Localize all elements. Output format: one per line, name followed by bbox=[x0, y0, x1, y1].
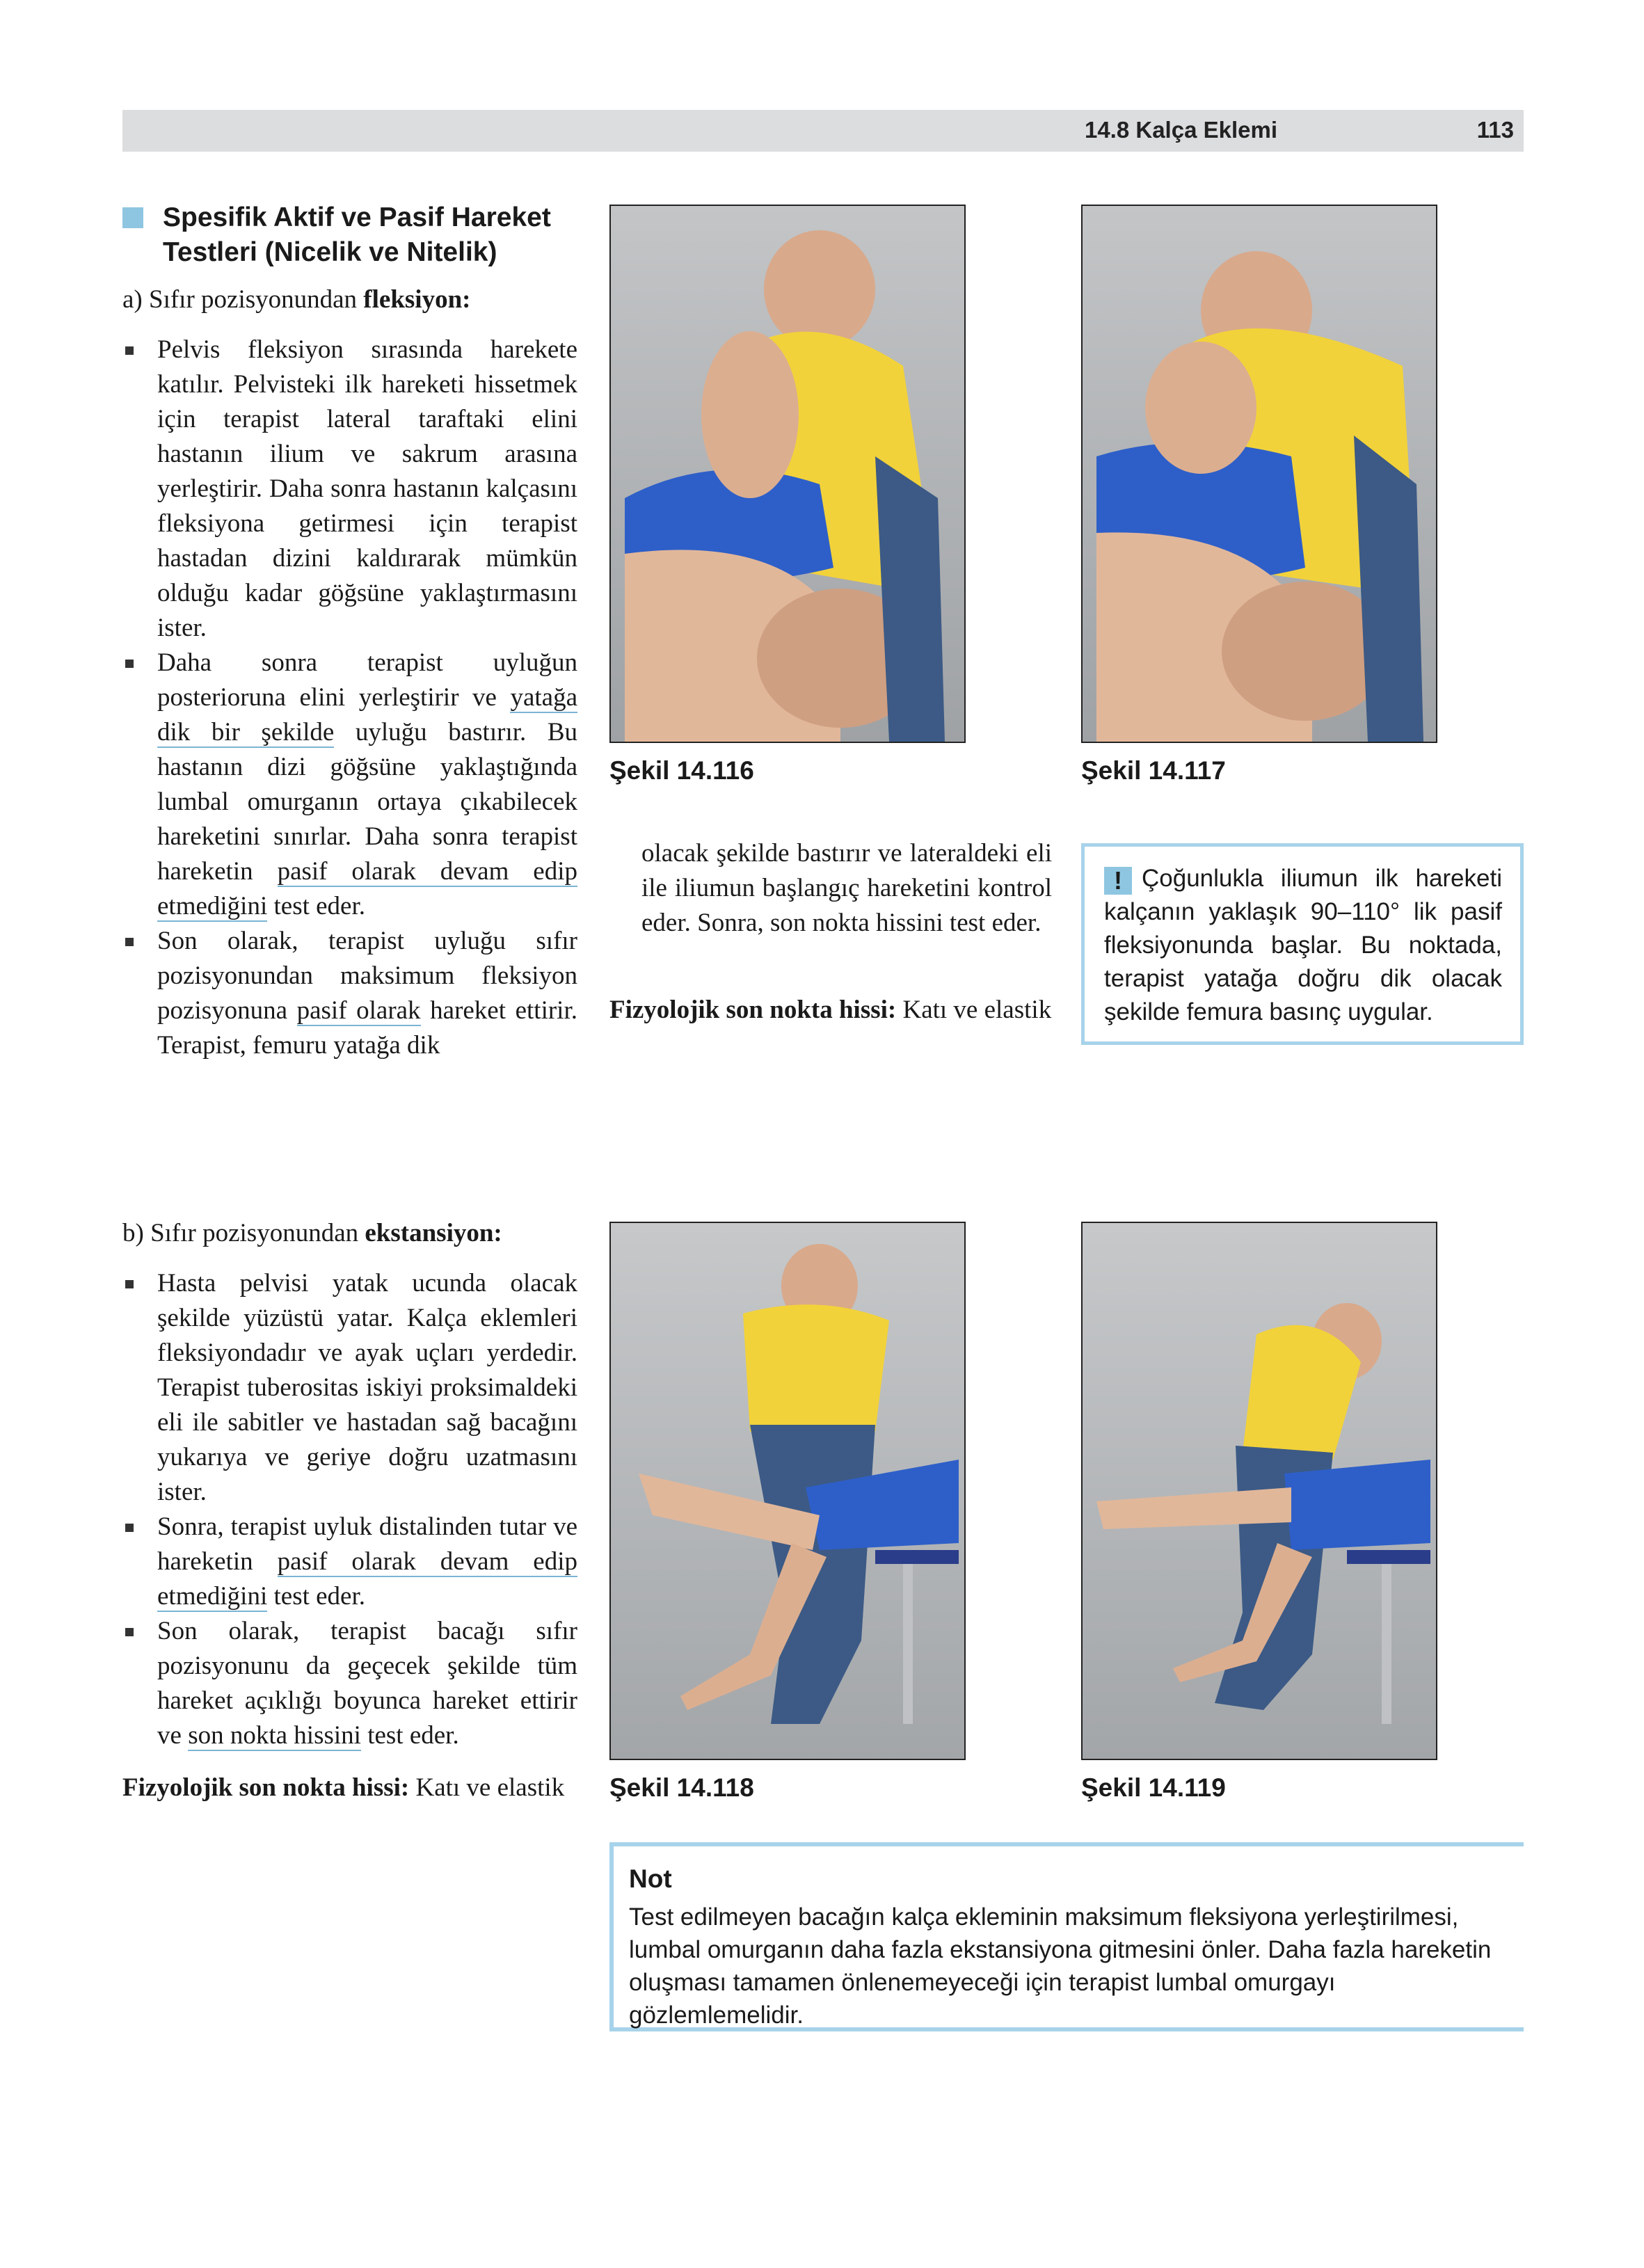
part-b-bullet-list bbox=[122, 1266, 577, 1753]
part-b-intro-text: b) Sıfır pozisyonundan bbox=[122, 1219, 365, 1247]
endfeel-value: Katı ve elastik bbox=[409, 1773, 565, 1802]
list-item: Daha sonra terapist uyluğun posterioruna elini yerleştirir ve yatağa dik bir şekilde uyluğu bastırır. Bu hastanın dizi göğsüne yaklaştığında lumbal omurganın ortaya çıkabilecek hareketini sınırlar. Daha sonra terapist hareketin pasif olarak devam edip etmediğini test eder. bbox=[122, 646, 577, 924]
warning-callout bbox=[1081, 843, 1524, 1045]
endfeel-label: Fizyolojik son nokta hissi: bbox=[122, 1773, 410, 1802]
figure-caption: Şekil 14.117 bbox=[1081, 756, 1226, 785]
section-title: Spesifik Aktif ve Pasif Hareket Testleri (Nicelik ve Nitelik) bbox=[163, 202, 551, 267]
part-a-endfeel bbox=[609, 993, 1052, 1028]
header-section-title: 14.8 Kalça Eklemi bbox=[1084, 117, 1277, 143]
part-b-intro-bold: ekstansiyon: bbox=[365, 1219, 502, 1247]
page-number: 113 bbox=[1476, 117, 1514, 143]
list-item: Hasta pelvisi yatak ucunda olacak şekilde yüzüstü yatar. Kalça eklemleri fleksiyondadır ve ayak uçları yerdedir. Terapist tuberositas iskiyi proksimaldeki eli ile sabitler ve hastadan sağ bacağını yukarıya ve geriye doğru uzatmasını ister. bbox=[122, 1266, 577, 1510]
part-a-continuation: olacak şekilde bastırır ve lateraldeki eli ile iliumun başlangıç hareketini kontrol eder. Sonra, son nokta hissini test eder. bbox=[641, 839, 1052, 937]
glossary-link[interactable]: pasif olarak devam edip etmediğini bbox=[157, 1547, 577, 1611]
note-title: Not bbox=[629, 1864, 672, 1893]
note-text: Test edilmeyen bacağın kalça ekleminin maksimum fleksiyona yerleştirilmesi, lumbal omurganın daha fazla ekstansiyona gitmesini önler. Daha fazla hareketin oluşması tamamen önlenemeyeceği için terapist lumbal omurgayı gözlemlemelidir. bbox=[629, 1903, 1492, 2029]
list-item: Pelvis fleksiyon sırasında harekete katılır. Pelvisteki ilk hareketi hissetmek için terapist lateral taraftaki elini hastanın ilium ve sakrum arasına yerleştirir. Daha sonra hastanın kalçasını fleksiyona getirmesi için terapist hastadan dizini kaldırarak mümkün olduğu kadar göğsüne yaklaştırmasını ister. bbox=[122, 333, 577, 646]
figure-caption: Şekil 14.118 bbox=[609, 1773, 754, 1802]
glossary-link[interactable]: son nokta hissini bbox=[188, 1721, 361, 1750]
section-square-icon bbox=[122, 207, 143, 228]
note-box bbox=[609, 1842, 1524, 2031]
list-item: Son olarak, terapist bacağı sıfır pozisyonunu da geçecek şekilde tüm hareket açıklığı boyunca hareket ettirir ve son nokta hissini test eder. bbox=[122, 1614, 577, 1753]
figure-14-119-photo bbox=[1081, 1222, 1437, 1760]
figure-caption: Şekil 14.119 bbox=[1081, 1773, 1226, 1802]
glossary-link[interactable]: pasif olarak bbox=[296, 996, 421, 1025]
figure-14-118-photo bbox=[609, 1222, 966, 1760]
part-b-endfeel bbox=[122, 1771, 577, 1805]
part-a-intro bbox=[122, 282, 582, 317]
warning-text: Çoğunlukla iliumun ilk hareketi kalçanın yaklaşık 90–110° lik pasif fleksiyonunda başlar. Bu noktada, terapist yatağa doğru dik olacak şekilde femura basınç uygular. bbox=[1104, 865, 1502, 1025]
part-a-intro-text: a) Sıfır pozisyonundan bbox=[122, 285, 364, 314]
glossary-link[interactable]: yatağa dik bir şekilde bbox=[157, 683, 577, 746]
list-item: Sonra, terapist uyluk distalinden tutar ve hareketin pasif olarak devam edip etmediğini test eder. bbox=[122, 1510, 577, 1614]
figure-14-117-photo bbox=[1081, 205, 1437, 743]
endfeel-label: Fizyolojik son nokta hissi: bbox=[609, 996, 897, 1024]
part-b-intro bbox=[122, 1216, 582, 1251]
part-a-bullet-list bbox=[122, 333, 577, 1063]
list-item: Son olarak, terapist uyluğu sıfır pozisyonundan maksimum fleksiyon pozisyonuna pasif olarak hareket ettirir. Terapist, femuru yatağa dik bbox=[122, 924, 577, 1063]
running-header bbox=[122, 110, 1524, 152]
part-a-intro-bold: fleksiyon: bbox=[363, 285, 471, 314]
figure-14-116-photo bbox=[609, 205, 966, 743]
figure-caption: Şekil 14.116 bbox=[609, 756, 754, 785]
glossary-link[interactable]: pasif olarak devam edip etmediğini bbox=[157, 857, 577, 920]
exclamation-icon: ! bbox=[1104, 867, 1132, 895]
endfeel-value: Katı ve elastik bbox=[896, 996, 1052, 1024]
